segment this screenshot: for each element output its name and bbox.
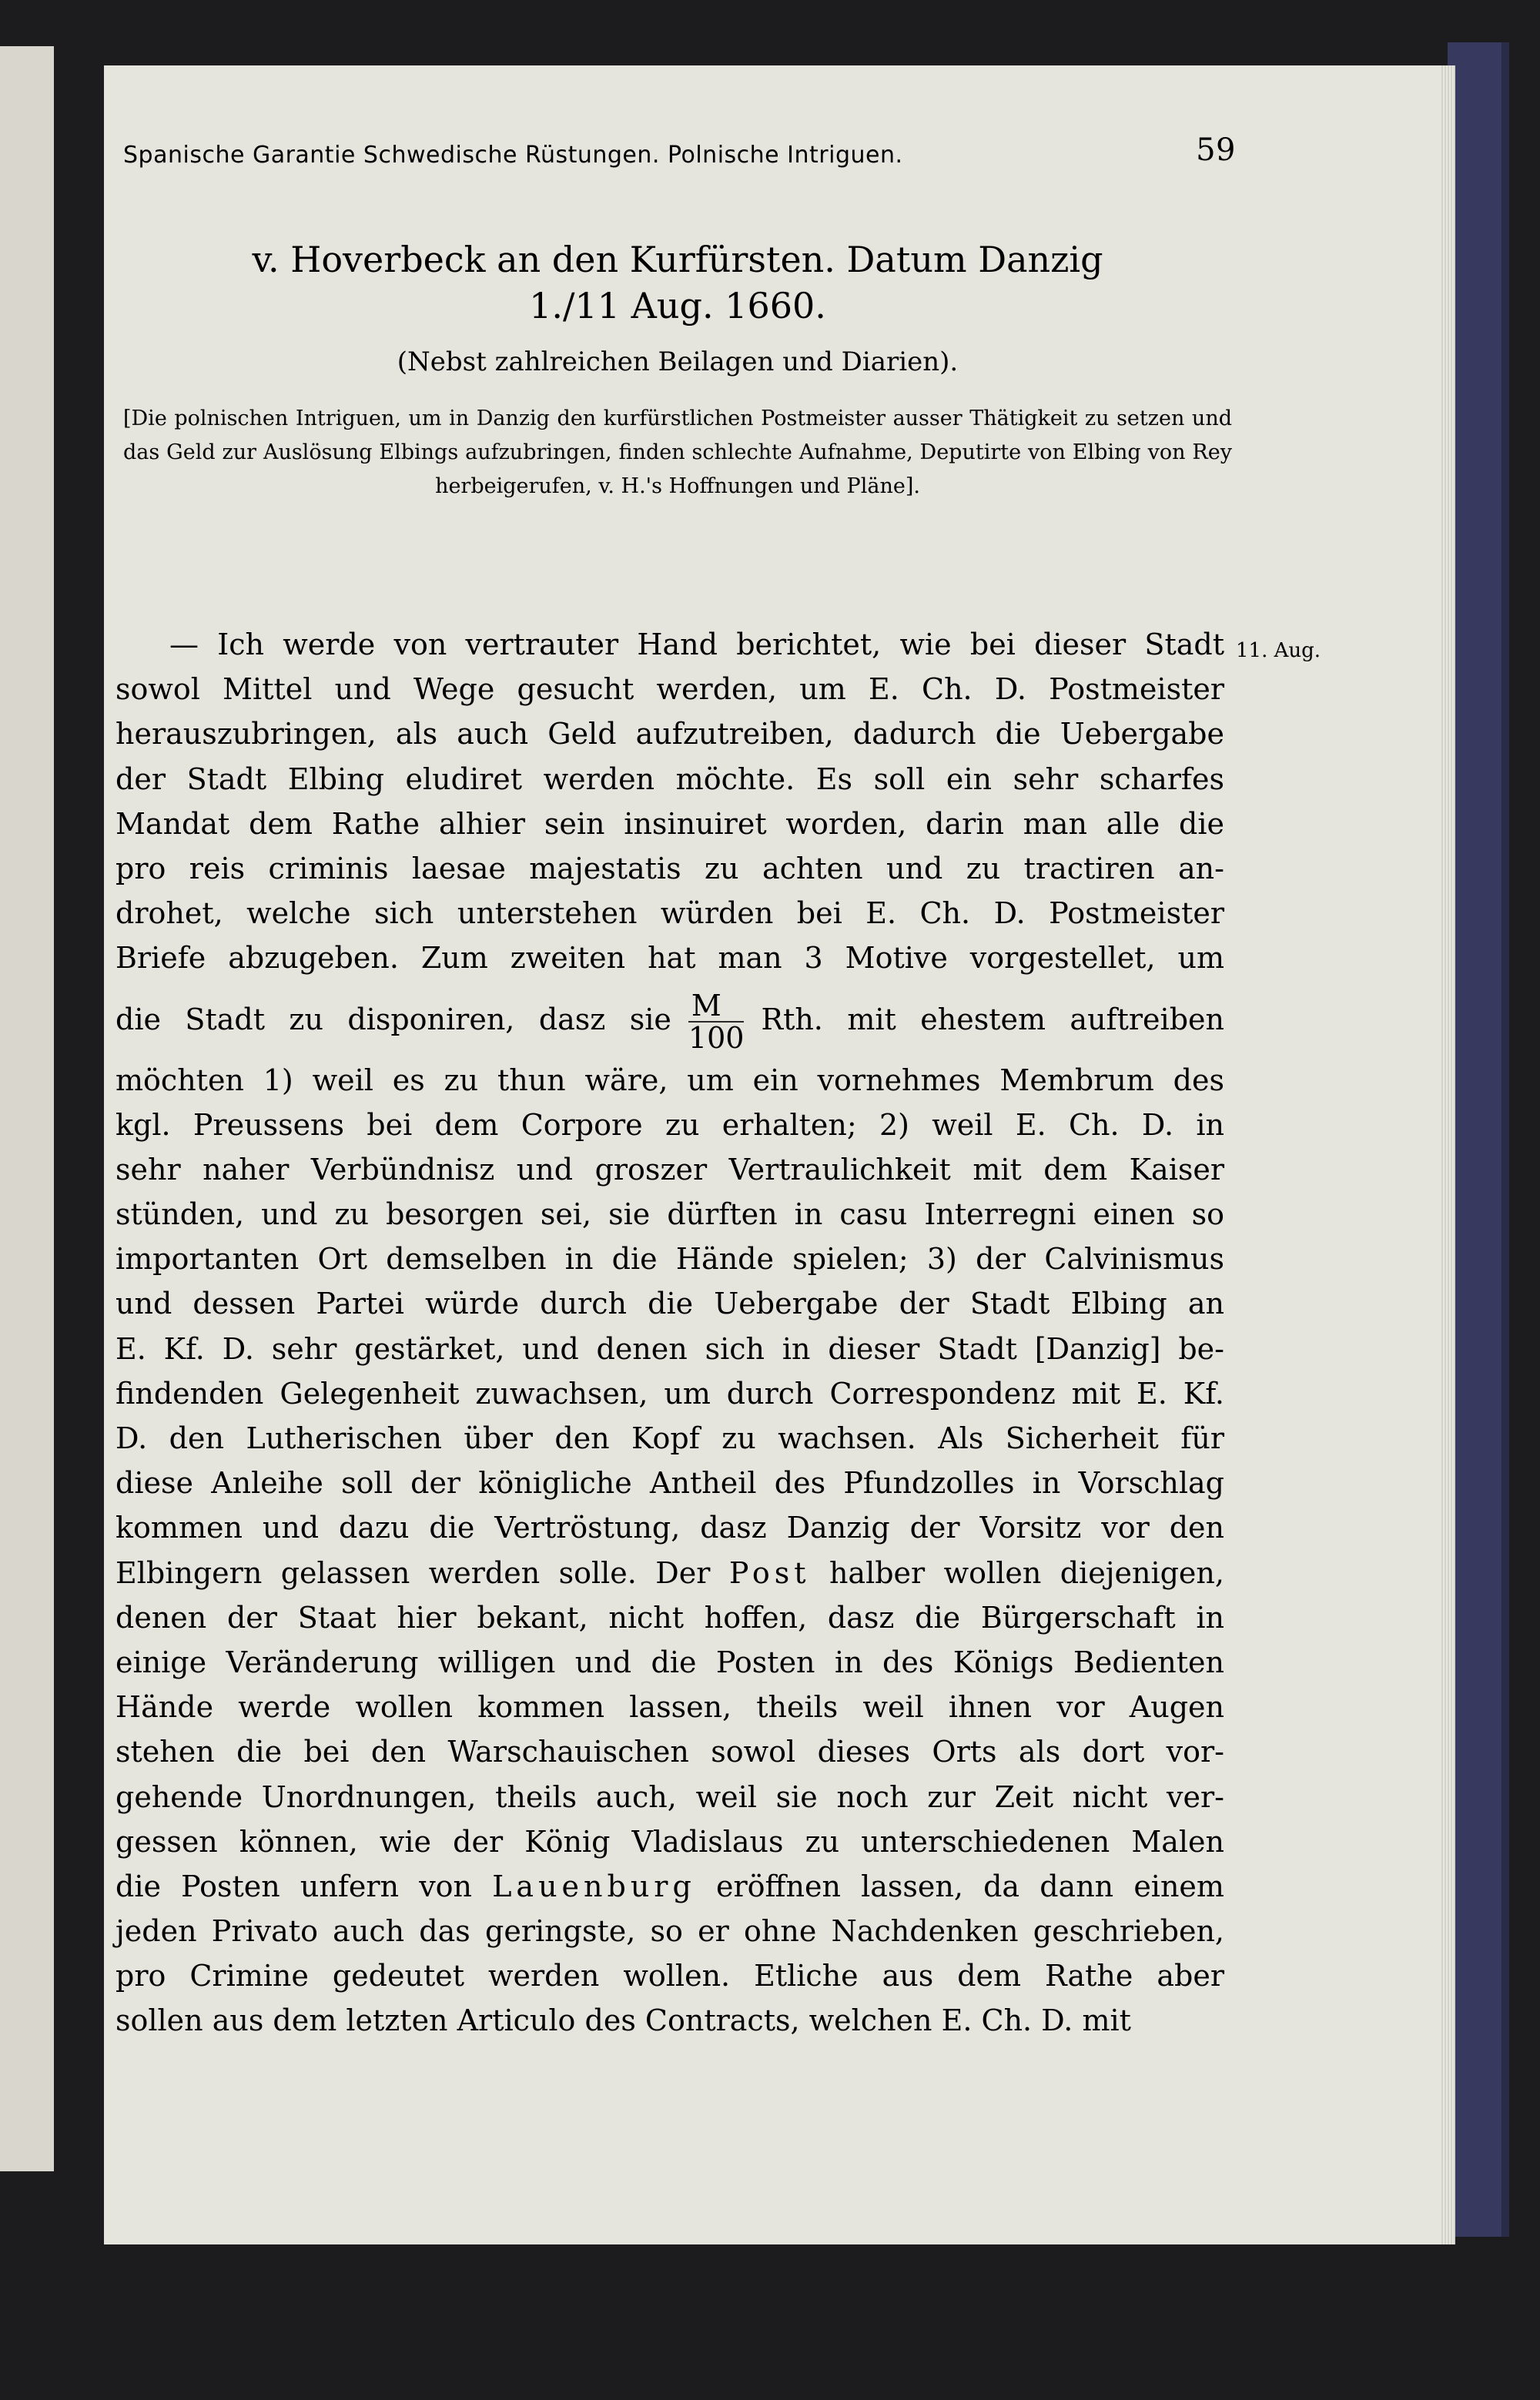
body-line: gehende Unordnungen, theils auch, weil sie noch zur Zeit nicht ver-: [116, 1779, 1224, 1814]
body-line: der Stadt Elbing eludiret werden möchte. Es soll ein sehr scharfes: [116, 762, 1224, 796]
spaced-word: Post: [728, 1555, 811, 1590]
body-line: Briefe abzugeben. Zum zweiten hat man 3 Motive vorgestellet, um: [116, 941, 1224, 976]
body-line: kgl. Preussens bei dem Corpore zu erhalten; 2) weil E. Ch. D. in: [116, 1107, 1224, 1142]
body-line: diese Anleihe soll der königliche Antheil des Pfundzolles in Vorschlag: [116, 1466, 1224, 1501]
body-fragment: Elbingern gelassen werden solle.: [116, 1555, 637, 1590]
summary-paragraph: [Die polnischen Intriguen, um in Danzig den kurfürstlichen Postmeister ausser Thätigkeit zu setzen und das Geld zur Auslösung Elbings aufzubringen, finden schlechte Aufnahme, Deputirte von Elbing von Rey herbeigerufen, v. H.'s Hoffnungen und Pläne].: [123, 407, 1232, 498]
body-line: Mandat dem Rathe alhier sein insinuiret worden, darin man alle die: [116, 806, 1224, 841]
body-line: D. den Lutherischen über den Kopf zu wachsen. Als Sicherheit für: [116, 1421, 1224, 1455]
body-line: und dessen Partei würde durch die Uebergabe der Stadt Elbing an: [116, 1287, 1224, 1321]
body-line: gessen können, wie der König Vladislaus zu unterschiedenen Malen: [116, 1824, 1224, 1859]
body-line: drohet, welche sich unterstehen würden bei E. Ch. D. Postmeister: [116, 896, 1224, 931]
title-line-1: v. Hoverbeck an den Kurfürsten. Datum Danzig: [252, 239, 1103, 280]
body-line: möchten 1) weil es zu thun wäre, um ein vornehmes Membrum des: [116, 1063, 1224, 1097]
fraction-denominator: 100: [688, 1021, 745, 1055]
book-cover-edge: [1448, 42, 1509, 2237]
body-line-mixed: [116, 1864, 1224, 1909]
fraction-numerator: M: [688, 990, 745, 1023]
facing-page-edge: [0, 46, 54, 2171]
body-line: herauszubringen, als auch Geld aufzutreiben, dadurch die Uebergabe: [116, 717, 1224, 751]
body-fragment: halber wollen diejenigen,: [829, 1555, 1224, 1590]
document-subtitle: (Nebst zahlreichen Beilagen und Diarien).: [397, 346, 959, 377]
body-fragment: Der: [655, 1555, 711, 1590]
running-header: [123, 132, 1236, 179]
body-fragment: eröffnen lassen, da dann einem: [715, 1869, 1224, 1903]
body-line-mixed: [116, 1551, 1224, 1595]
body-line: pro reis criminis laesae majestatis zu achten und zu tractiren an-: [116, 851, 1224, 885]
body-line: — Ich werde von vertrauter Hand berichtet, wie bei dieser Stadt: [169, 628, 1224, 661]
body-line: einige Veränderung willigen und die Posten in des Königs Bedienten: [116, 1645, 1224, 1679]
page-stack-edge: [1441, 65, 1455, 2244]
page-number: 59: [1196, 132, 1236, 168]
body-line: jeden Privato auch das geringste, so er ohne Nachdenken geschrieben,: [116, 1914, 1224, 1949]
body-line: Hände werde wollen kommen lassen, theils weil ihnen vor Augen: [116, 1690, 1224, 1725]
spaced-place-name: Lauenburg: [492, 1869, 696, 1903]
document-title: [123, 236, 1232, 329]
body-line-fraction: [116, 981, 1224, 1058]
body-line: sehr naher Verbündnisz und groszer Vertraulichkeit mit dem Kaiser: [116, 1152, 1224, 1187]
body-line: importanten Ort demselben in die Hände spielen; 3) der Calvinismus: [116, 1242, 1224, 1277]
body-line: pro Crimine gedeutet werden wollen. Etliche aus dem Rathe aber: [116, 1959, 1224, 1993]
body-fragment: die Stadt zu disponiren, dasz sie: [116, 1002, 671, 1036]
body-line: stünden, und zu besorgen sei, sie dürften in casu Interregni einen so: [116, 1197, 1224, 1232]
body-line: sowol Mittel und Wege gesucht werden, um E. Ch. D. Postmeister: [116, 672, 1224, 707]
body-line: E. Kf. D. sehr gestärket, und denen sich in dieser Stadt [Danzig] be-: [116, 1331, 1224, 1366]
running-title: Spanische Garantie Schwedische Rüstungen. Polnische Intriguen.: [123, 142, 903, 169]
body-line: kommen und dazu die Vertröstung, dasz Danzig der Vorsitz vor den: [116, 1511, 1224, 1545]
letter-body: [116, 622, 1224, 2044]
body-line: denen der Staat hier bekant, nicht hoffen, dasz die Bürgerschaft in: [116, 1600, 1224, 1635]
title-line-2: 1./11 Aug. 1660.: [529, 285, 826, 326]
fraction: [688, 990, 745, 1053]
margin-date-note: 11. Aug.: [1236, 639, 1321, 662]
body-fragment: die Posten unfern von: [116, 1869, 473, 1903]
body-line: stehen die bei den Warschauischen sowol dieses Orts als dort vor-: [116, 1735, 1224, 1769]
body-line: findenden Gelegenheit zuwachsen, um durch Correspondenz mit E. Kf.: [116, 1376, 1224, 1411]
body-line: sollen aus dem letzten Articulo des Contracts, welchen E. Ch. D. mit: [116, 2003, 1131, 2038]
body-fragment: Rth. mit ehestem auftreiben: [761, 1002, 1224, 1036]
